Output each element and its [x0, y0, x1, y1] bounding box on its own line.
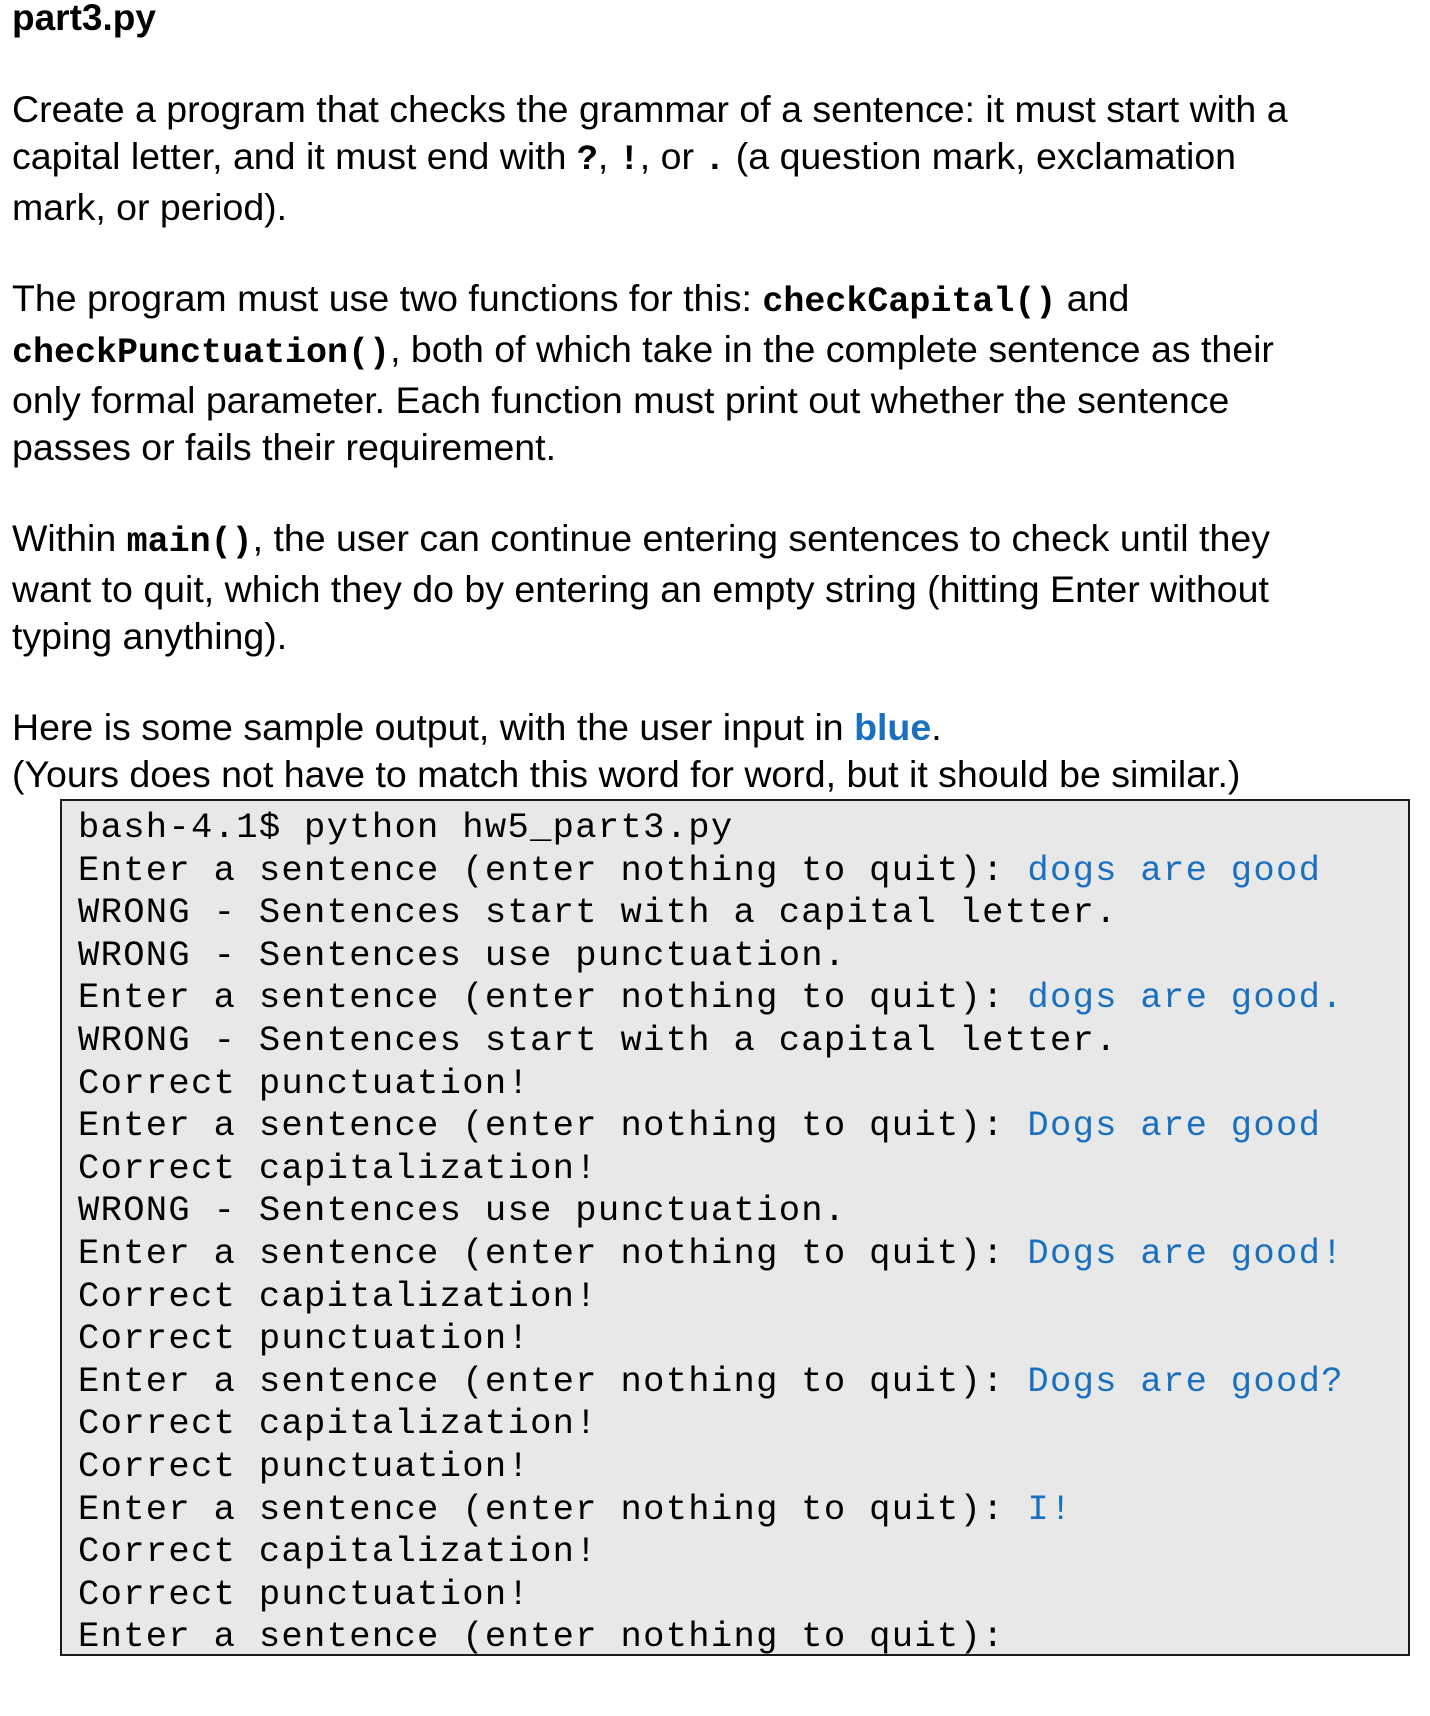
terminal-output-text: Enter a sentence (enter nothing to quit): [78, 1616, 1005, 1656]
paragraph-line: only formal parameter. Each function must print out whether the sentence [12, 379, 1230, 421]
terminal-line [78, 1105, 1408, 1148]
text-segment: capital letter, and it must end with [12, 135, 577, 177]
question-mark-symbol: ? [576, 140, 598, 180]
page-title: part3.py [12, 0, 156, 38]
terminal-output-text: Enter a sentence (enter nothing to quit): [78, 1105, 1028, 1147]
paragraph-sample-intro [12, 704, 1412, 798]
text-segment: , both of which take in the complete sentence as their [390, 328, 1274, 370]
text-segment: . [931, 706, 942, 748]
period-symbol: . [704, 140, 726, 180]
terminal-output-text: Correct capitalization! [78, 1275, 598, 1317]
terminal-line [78, 850, 1408, 893]
terminal-user-input: Dogs are good! [1027, 1232, 1344, 1274]
terminal-output-text: Correct capitalization! [78, 1147, 598, 1189]
terminal-line [78, 1446, 1408, 1489]
terminal-output-text: Enter a sentence (enter nothing to quit): [78, 1360, 1028, 1402]
text-segment: Within [12, 517, 127, 559]
terminal-output-text: Correct punctuation! [78, 1062, 531, 1104]
terminal-line [78, 1276, 1408, 1319]
terminal-output-text: Enter a sentence (enter nothing to quit): [78, 1488, 1028, 1530]
terminal-output-text: Enter a sentence (enter nothing to quit): [78, 849, 1028, 891]
terminal-output-text: Enter a sentence (enter nothing to quit): [78, 977, 1028, 1019]
terminal-line [78, 1063, 1408, 1106]
paragraph-line: Create a program that checks the grammar of a sentence: it must start with a [12, 88, 1288, 130]
paragraph-functions [12, 275, 1412, 471]
terminal-user-input: Dogs are good [1027, 1105, 1322, 1147]
terminal-output-text: Correct punctuation! [78, 1445, 531, 1487]
text-segment: The program must use two functions for this: [12, 277, 763, 319]
terminal-line [78, 1403, 1408, 1446]
terminal-user-input: dogs are good. [1027, 977, 1344, 1019]
terminal-line [78, 1361, 1408, 1404]
terminal-output-text: WRONG - Sentences use punctuation. [78, 934, 847, 976]
sample-output-terminal [60, 799, 1410, 1656]
paragraph-main-loop [12, 515, 1412, 660]
paragraph-line [12, 704, 1412, 751]
paragraph-line: passes or fails their requirement. [12, 426, 556, 468]
terminal-user-input: Dogs are good? [1027, 1360, 1344, 1402]
main-function-name: main() [126, 522, 253, 562]
text-segment: , [597, 135, 619, 177]
text-segment: , or [639, 135, 705, 177]
paragraph-requirements [12, 86, 1412, 231]
terminal-output-text: WRONG - Sentences start with a capital letter. [78, 1019, 1118, 1061]
terminal-line [78, 1233, 1408, 1276]
text-segment: , the user can continue entering sentences to check until they [252, 517, 1270, 559]
terminal-user-input: dogs are good [1027, 849, 1322, 891]
terminal-output-text: Correct punctuation! [78, 1573, 531, 1615]
paragraph-line: (Yours does not have to match this word for word, but it should be similar.) [12, 753, 1241, 795]
paragraph-line [12, 275, 1412, 326]
terminal-line [78, 977, 1408, 1020]
text-segment: and [1056, 277, 1130, 319]
terminal-output-text: Correct capitalization! [78, 1403, 598, 1445]
terminal-output-text: Correct capitalization! [78, 1531, 598, 1573]
check-punctuation-function-name: checkPunctuation() [12, 333, 391, 373]
terminal-line [78, 1020, 1408, 1063]
check-capital-function-name: checkCapital() [762, 282, 1057, 322]
terminal-line [78, 1148, 1408, 1191]
paragraph-line: typing anything). [12, 615, 288, 657]
terminal-line [78, 892, 1408, 935]
text-segment: Here is some sample output, with the user input in [12, 706, 855, 748]
paragraph-line [12, 133, 1412, 184]
terminal-user-input: I! [1027, 1488, 1073, 1530]
terminal-line [78, 1531, 1408, 1574]
terminal-line [78, 935, 1408, 978]
terminal-line [78, 1318, 1408, 1361]
paragraph-line [12, 515, 1412, 566]
terminal-output-text: WRONG - Sentences use punctuation. [78, 1190, 847, 1232]
terminal-line [78, 1574, 1408, 1617]
paragraph-line [12, 326, 1412, 377]
terminal-line [78, 1489, 1408, 1532]
text-segment: (a question mark, exclamation [725, 135, 1237, 177]
exclamation-mark-symbol: ! [618, 140, 640, 180]
paragraph-line: want to quit, which they do by entering an empty string (hitting Enter without [12, 568, 1269, 610]
terminal-line [78, 1616, 1408, 1656]
terminal-output-text: WRONG - Sentences start with a capital letter. [78, 892, 1118, 934]
terminal-line [78, 1190, 1408, 1233]
blue-highlight-word: blue [854, 706, 932, 748]
terminal-output-text: Enter a sentence (enter nothing to quit): [78, 1232, 1028, 1274]
paragraph-line: mark, or period). [12, 186, 288, 228]
terminal-line [78, 807, 1408, 850]
terminal-output-text: bash-4.1$ python hw5_part3.py [78, 807, 734, 848]
terminal-output-text: Correct punctuation! [78, 1318, 531, 1360]
